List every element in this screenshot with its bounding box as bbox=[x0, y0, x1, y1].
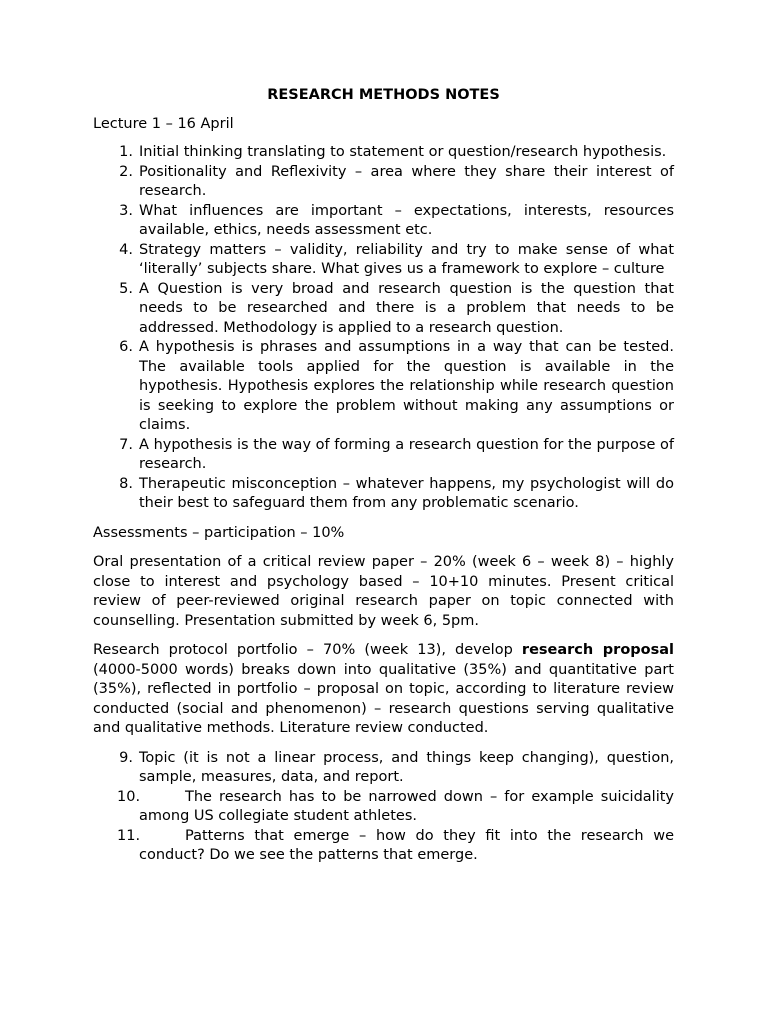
list-item bbox=[93, 338, 674, 436]
continued-notes-list bbox=[93, 749, 674, 866]
oral-presentation-paragraph: Oral presentation of a critical review paper – 20% (week 6 – week 8) – highly close to interest and psychology based – 10+10 minutes. Present critical review of peer-reviewed original research paper on topic connected with counselling. Presentation submitted by week 6, 5pm. bbox=[93, 554, 674, 629]
portfolio-paragraph bbox=[93, 641, 674, 739]
list-item-text: Patterns that emerge – how do they fit into the research we conduct? Do we see the patterns that emerge. bbox=[139, 827, 674, 863]
list-item-number: 6. bbox=[119, 339, 133, 355]
portfolio-text-end: (4000-5000 words) breaks down into qualitative (35%) and quantitative part (35%), reflected in portfolio – proposal on topic, according to literature review conducted (social and phenomenon) – research questions serving qualitative and qualitative methods. Literature review conducted. bbox=[93, 661, 674, 736]
list-item-text: A hypothesis is the way of forming a research question for the purpose of research. bbox=[139, 436, 674, 472]
document-title: RESEARCH METHODS NOTES bbox=[267, 87, 500, 103]
list-item bbox=[93, 163, 674, 202]
list-item-text: Topic (it is not a linear process, and things keep changing), question, sample, measures, data, and report. bbox=[139, 749, 674, 785]
list-item bbox=[93, 143, 674, 163]
list-item-text: A hypothesis is phrases and assumptions in a way that can be tested. The available tools applied for the question is available in the hypothesis. Hypothesis explores the relationship while research question is seeking to explore the problem without making any assumptions or claims. bbox=[139, 339, 674, 433]
list-item bbox=[93, 280, 674, 339]
list-item bbox=[93, 788, 674, 827]
list-item-number: 8. bbox=[119, 475, 133, 492]
list-item bbox=[93, 241, 674, 280]
list-item-number: 5. bbox=[119, 280, 133, 297]
list-item-text: The research has to be narrowed down – for example suicidality among US collegiate student athletes. bbox=[139, 788, 674, 824]
list-item-text: A Question is very broad and research question is the question that needs to be researched and there is a problem that needs to be addressed. Methodology is applied to a research question. bbox=[139, 280, 674, 336]
list-item-text: Initial thinking translating to statement or question/research hypothesis. bbox=[139, 144, 667, 160]
lecture-heading: Lecture 1 – 16 April bbox=[93, 115, 234, 132]
list-item-text: What influences are important – expectations, interests, resources available, ethics, needs assessment etc. bbox=[139, 202, 674, 238]
list-item bbox=[93, 475, 674, 514]
list-item-number: 11. bbox=[117, 827, 141, 844]
list-item-number: 1. bbox=[119, 144, 133, 160]
assessments-paragraph: Assessments – participation – 10% bbox=[93, 524, 345, 541]
list-item-number: 9. bbox=[119, 749, 133, 766]
list-item bbox=[93, 827, 674, 866]
list-item-text: Therapeutic misconception – whatever happens, my psychologist will do their best to safeguard them from any problematic scenario. bbox=[139, 475, 674, 511]
list-item-number: 2. bbox=[119, 163, 133, 180]
list-item bbox=[93, 749, 674, 788]
list-item-number: 10. bbox=[117, 788, 141, 805]
list-item-number: 4. bbox=[119, 241, 133, 258]
lecture-notes-list bbox=[93, 143, 674, 514]
list-item bbox=[93, 202, 674, 241]
list-item-number: 7. bbox=[119, 436, 133, 453]
portfolio-text-start: Research protocol portfolio – 70% (week 13), develop bbox=[93, 642, 522, 658]
list-item-text: Strategy matters – validity, reliability and try to make sense of what ‘literally’ subjects share. What gives us a framework to explore – culture bbox=[139, 241, 674, 277]
research-proposal-emphasis: research proposal bbox=[521, 642, 675, 658]
list-item-text: Positionality and Reflexivity – area where they share their interest of research. bbox=[139, 163, 674, 199]
list-item bbox=[93, 436, 674, 475]
list-item-number: 3. bbox=[119, 202, 133, 219]
